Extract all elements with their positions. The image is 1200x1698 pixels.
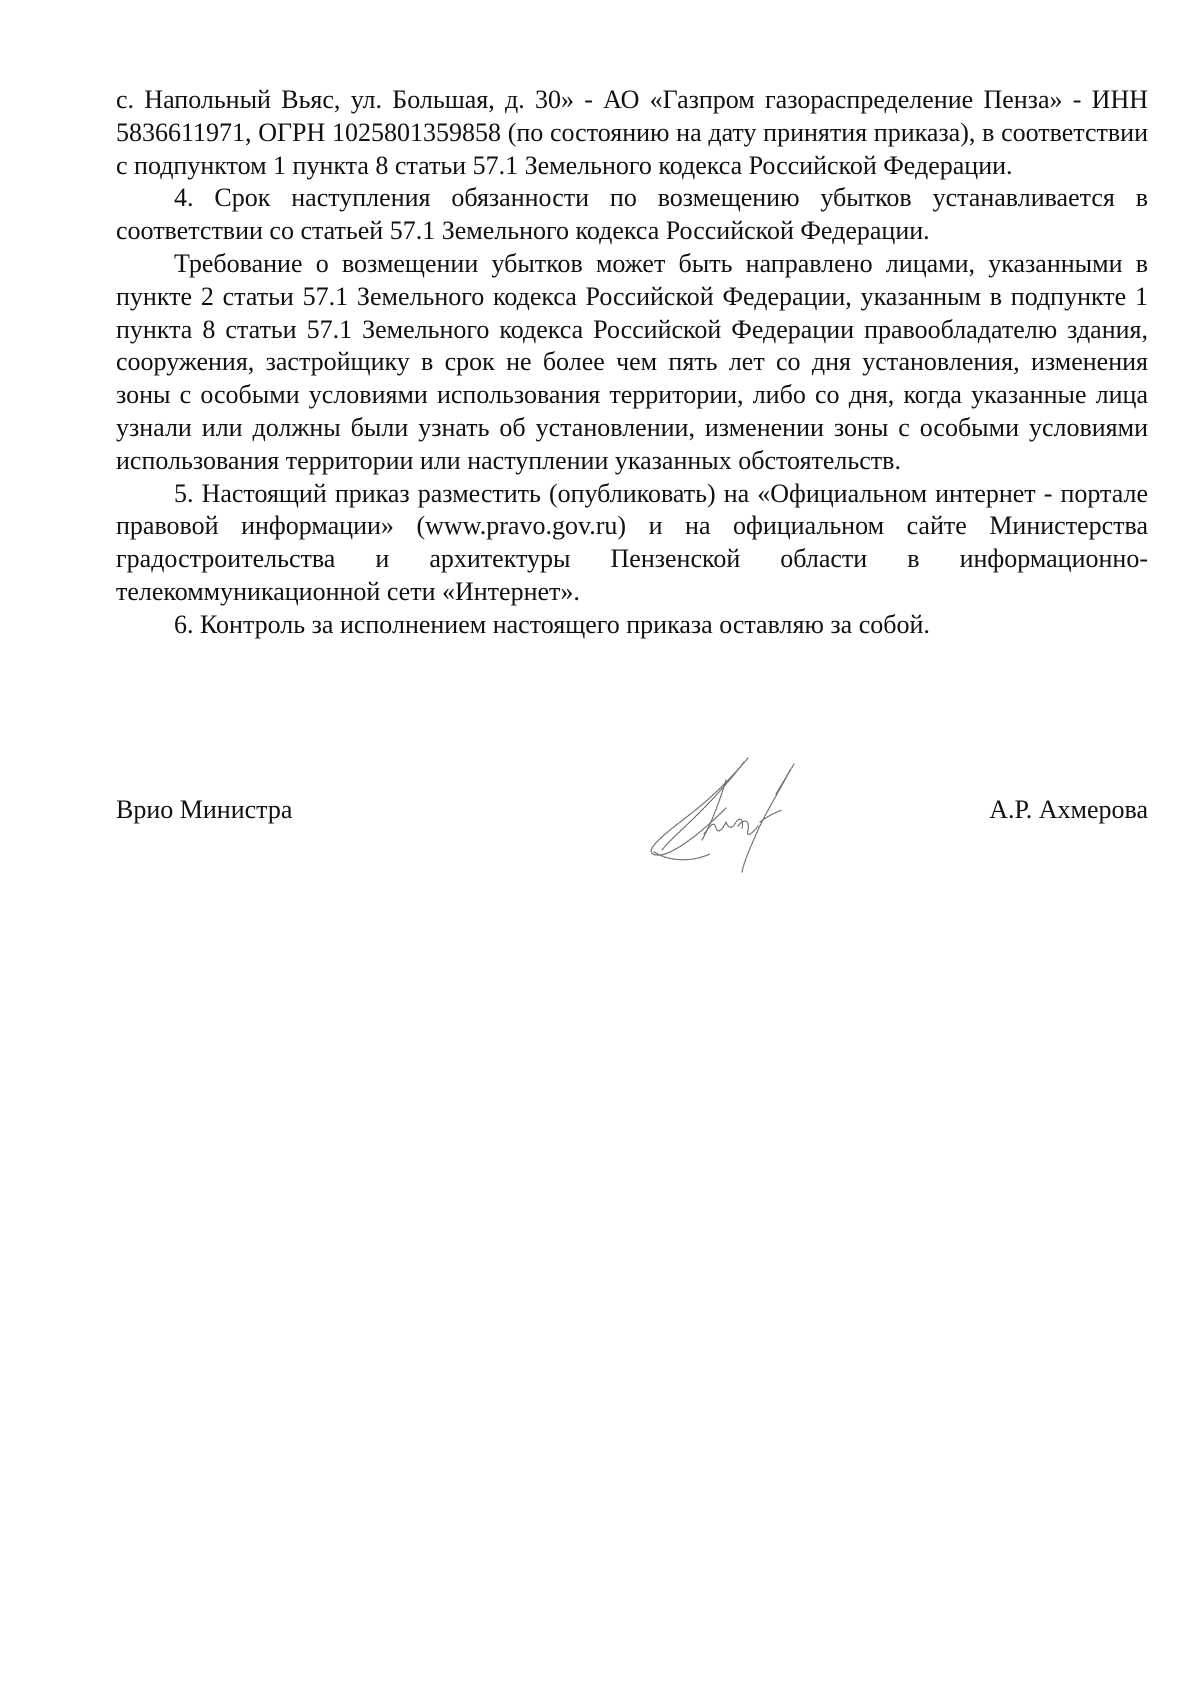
paragraph-item-5: 5. Настоящий приказ разместить (опубликовать) на «Официальном интернет - портале правовой информации» (www.pravo.gov.ru) и на официальном сайте Министерства градостроительства и архитектуры Пензенской области в информационно-телекоммуникационной сети «Интернет». bbox=[116, 478, 1148, 606]
signatory-title: Врио Министра bbox=[116, 795, 293, 824]
signatory-name: А.Р. Ахмерова bbox=[989, 795, 1148, 824]
handwritten-signature bbox=[640, 750, 815, 880]
signature-row bbox=[116, 795, 1148, 835]
paragraph-continuation: с. Напольный Вьяс, ул. Большая, д. 30» - АО «Газпром газораспределение Пенза» - ИНН 5836611971, ОГРН 1025801359858 (по состоянию на дату принятия приказа), в соответствии с подпунктом 1 пункта 8 статьи 57.1 Земельного кодекса Российской Федерации. bbox=[116, 85, 1148, 180]
document-body bbox=[116, 84, 1148, 642]
paragraph-item-6: 6. Контроль за исполнением настоящего приказа оставляю за собой. bbox=[174, 609, 930, 639]
paragraph-damages-claim: Требование о возмещении убытков может быть направлено лицами, указанными в пункте 2 статьи 57.1 Земельного кодекса Российской Федерации, указанным в подпункте 1 пункта 8 статьи 57.1 Земельного кодекса Российской Федерации правообладателю здания, сооружения, застройщику в срок не более чем пять лет со дня установления, изменения зоны с особыми условиями использования территории, либо со дня, когда указанные лица узнали или должны были узнать об установлении, изменении зоны с особыми условиями использования территории или наступлении указанных обстоятельств. bbox=[116, 248, 1148, 475]
paragraph-item-4: 4. Срок наступления обязанности по возмещению убытков устанавливается в соответствии со статьей 57.1 Земельного кодекса Российской Федерации. bbox=[116, 183, 1148, 246]
